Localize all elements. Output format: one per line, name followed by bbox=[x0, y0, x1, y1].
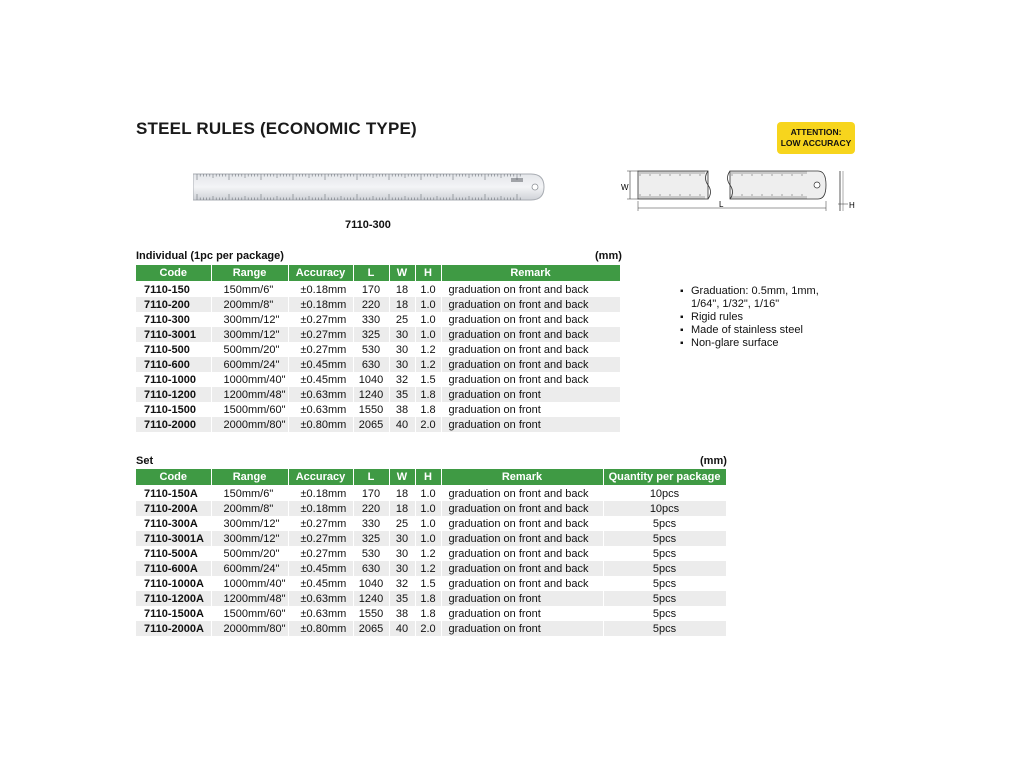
remark-cell: graduation on front and back bbox=[441, 576, 603, 591]
table-cell: 325 bbox=[353, 327, 389, 342]
table-row bbox=[136, 282, 620, 298]
page-title: STEEL RULES (ECONOMIC TYPE) bbox=[136, 119, 417, 138]
bullet-icon: ▪ bbox=[680, 312, 684, 323]
drawing-label-w: W bbox=[621, 183, 629, 192]
table-cell: 170 bbox=[353, 282, 389, 298]
table-cell: 18 bbox=[389, 297, 415, 312]
remark-cell: graduation on front bbox=[441, 621, 603, 636]
accuracy-cell: ±0.45mm bbox=[288, 357, 353, 372]
accuracy-cell: ±0.45mm bbox=[288, 372, 353, 387]
table-cell: 1.8 bbox=[415, 402, 441, 417]
range-cell: 500mm/20" bbox=[211, 342, 288, 357]
table-cell: 32 bbox=[389, 576, 415, 591]
quantity-cell: 5pcs bbox=[603, 516, 726, 531]
individual-table-header bbox=[136, 265, 620, 282]
range-cell: 300mm/12" bbox=[211, 531, 288, 546]
table-cell: 18 bbox=[389, 486, 415, 502]
feature-item bbox=[680, 298, 819, 311]
range-cell: 600mm/24" bbox=[211, 561, 288, 576]
remark-cell: graduation on front bbox=[441, 387, 620, 402]
accuracy-cell: ±0.18mm bbox=[288, 297, 353, 312]
table-cell: 1.0 bbox=[415, 486, 441, 502]
table-cell: 25 bbox=[389, 516, 415, 531]
table-cell: 1240 bbox=[353, 387, 389, 402]
table-cell: 1.0 bbox=[415, 282, 441, 298]
attention-badge bbox=[777, 122, 855, 154]
table-row bbox=[136, 501, 726, 516]
column-header: H bbox=[415, 469, 441, 486]
set-unit: (mm) bbox=[700, 455, 727, 467]
remark-cell: graduation on front and back bbox=[441, 342, 620, 357]
column-header: H bbox=[415, 265, 441, 282]
table-row bbox=[136, 372, 620, 387]
table-cell: 330 bbox=[353, 516, 389, 531]
table-cell: 1550 bbox=[353, 606, 389, 621]
remark-cell: graduation on front bbox=[441, 591, 603, 606]
range-cell: 300mm/12" bbox=[211, 327, 288, 342]
remark-cell: graduation on front and back bbox=[441, 372, 620, 387]
table-cell: 1.2 bbox=[415, 546, 441, 561]
table-cell: 1.2 bbox=[415, 357, 441, 372]
table-cell: 40 bbox=[389, 417, 415, 432]
table-row bbox=[136, 561, 726, 576]
feature-text: Rigid rules bbox=[691, 311, 743, 323]
attention-line-1: ATTENTION: bbox=[790, 127, 842, 137]
column-header: Quantity per package bbox=[603, 469, 726, 486]
table-row bbox=[136, 591, 726, 606]
range-cell: 600mm/24" bbox=[211, 357, 288, 372]
remark-cell: graduation on front and back bbox=[441, 486, 603, 502]
table-cell: 38 bbox=[389, 606, 415, 621]
drawing-label-h: H bbox=[849, 201, 855, 210]
quantity-cell: 5pcs bbox=[603, 621, 726, 636]
code-cell: 7110-1500 bbox=[136, 402, 211, 417]
range-cell: 1000mm/40" bbox=[211, 576, 288, 591]
feature-item bbox=[680, 324, 819, 337]
table-cell: 1.5 bbox=[415, 372, 441, 387]
table-cell: 2.0 bbox=[415, 417, 441, 432]
table-cell: 1240 bbox=[353, 591, 389, 606]
table-cell: 1.0 bbox=[415, 516, 441, 531]
table-cell: 220 bbox=[353, 297, 389, 312]
ruler-photo bbox=[193, 172, 545, 202]
table-cell: 1.0 bbox=[415, 312, 441, 327]
table-cell: 1040 bbox=[353, 576, 389, 591]
table-cell: 1.5 bbox=[415, 576, 441, 591]
accuracy-cell: ±0.18mm bbox=[288, 282, 353, 298]
table-row bbox=[136, 417, 620, 432]
remark-cell: graduation on front and back bbox=[441, 357, 620, 372]
table-row bbox=[136, 387, 620, 402]
bullet-icon: ▪ bbox=[680, 338, 684, 349]
set-heading: Set bbox=[136, 455, 154, 467]
remark-cell: graduation on front bbox=[441, 606, 603, 621]
quantity-cell: 5pcs bbox=[603, 576, 726, 591]
accuracy-cell: ±0.80mm bbox=[288, 621, 353, 636]
accuracy-cell: ±0.27mm bbox=[288, 546, 353, 561]
code-cell: 7110-500A bbox=[136, 546, 211, 561]
table-cell: 30 bbox=[389, 546, 415, 561]
table-cell: 30 bbox=[389, 531, 415, 546]
table-row bbox=[136, 297, 620, 312]
table-row bbox=[136, 606, 726, 621]
table-cell: 2.0 bbox=[415, 621, 441, 636]
remark-cell: graduation on front and back bbox=[441, 297, 620, 312]
column-header: L bbox=[353, 469, 389, 486]
code-cell: 7110-1200A bbox=[136, 591, 211, 606]
range-cell: 2000mm/80" bbox=[211, 417, 288, 432]
table-cell: 30 bbox=[389, 561, 415, 576]
table-cell: 1550 bbox=[353, 402, 389, 417]
quantity-cell: 10pcs bbox=[603, 486, 726, 502]
bullet-icon: ▪ bbox=[680, 325, 684, 336]
code-cell: 7110-300 bbox=[136, 312, 211, 327]
code-cell: 7110-1200 bbox=[136, 387, 211, 402]
table-row bbox=[136, 357, 620, 372]
column-header: Code bbox=[136, 469, 211, 486]
table-cell: 18 bbox=[389, 501, 415, 516]
code-cell: 7110-3001A bbox=[136, 531, 211, 546]
range-cell: 1500mm/60" bbox=[211, 606, 288, 621]
feature-item bbox=[680, 285, 819, 298]
range-cell: 150mm/6" bbox=[211, 282, 288, 298]
range-cell: 500mm/20" bbox=[211, 546, 288, 561]
range-cell: 200mm/8" bbox=[211, 501, 288, 516]
remark-cell: graduation on front and back bbox=[441, 531, 603, 546]
code-cell: 7110-200 bbox=[136, 297, 211, 312]
table-cell: 1.8 bbox=[415, 387, 441, 402]
accuracy-cell: ±0.45mm bbox=[288, 561, 353, 576]
table-cell: 530 bbox=[353, 342, 389, 357]
table-cell: 1.0 bbox=[415, 297, 441, 312]
quantity-cell: 5pcs bbox=[603, 591, 726, 606]
quantity-cell: 5pcs bbox=[603, 561, 726, 576]
table-row bbox=[136, 327, 620, 342]
table-cell: 1.8 bbox=[415, 591, 441, 606]
code-cell: 7110-300A bbox=[136, 516, 211, 531]
table-cell: 220 bbox=[353, 501, 389, 516]
table-cell: 38 bbox=[389, 402, 415, 417]
table-cell: 30 bbox=[389, 327, 415, 342]
range-cell: 300mm/12" bbox=[211, 312, 288, 327]
code-cell: 7110-150 bbox=[136, 282, 211, 298]
quantity-cell: 5pcs bbox=[603, 531, 726, 546]
table-cell: 1.2 bbox=[415, 342, 441, 357]
table-row bbox=[136, 342, 620, 357]
individual-table bbox=[136, 265, 621, 432]
column-header: W bbox=[389, 265, 415, 282]
code-cell: 7110-2000A bbox=[136, 621, 211, 636]
table-cell: 1040 bbox=[353, 372, 389, 387]
quantity-cell: 10pcs bbox=[603, 501, 726, 516]
table-row bbox=[136, 402, 620, 417]
table-cell: 2065 bbox=[353, 417, 389, 432]
feature-text: Made of stainless steel bbox=[691, 324, 803, 336]
feature-item bbox=[680, 337, 819, 350]
accuracy-cell: ±0.27mm bbox=[288, 531, 353, 546]
code-cell: 7110-2000 bbox=[136, 417, 211, 432]
code-cell: 7110-1000 bbox=[136, 372, 211, 387]
table-cell: 170 bbox=[353, 486, 389, 502]
remark-cell: graduation on front bbox=[441, 417, 620, 432]
table-cell: 325 bbox=[353, 531, 389, 546]
remark-cell: graduation on front and back bbox=[441, 546, 603, 561]
range-cell: 300mm/12" bbox=[211, 516, 288, 531]
code-cell: 7110-600A bbox=[136, 561, 211, 576]
table-row bbox=[136, 621, 726, 636]
accuracy-cell: ±0.18mm bbox=[288, 486, 353, 502]
column-header: Accuracy bbox=[288, 469, 353, 486]
remark-cell: graduation on front and back bbox=[441, 327, 620, 342]
code-cell: 7110-500 bbox=[136, 342, 211, 357]
column-header: Range bbox=[211, 265, 288, 282]
table-cell: 2065 bbox=[353, 621, 389, 636]
table-row bbox=[136, 576, 726, 591]
code-cell: 7110-600 bbox=[136, 357, 211, 372]
table-row bbox=[136, 531, 726, 546]
table-cell: 35 bbox=[389, 387, 415, 402]
accuracy-cell: ±0.27mm bbox=[288, 342, 353, 357]
column-header: Remark bbox=[441, 469, 603, 486]
accuracy-cell: ±0.27mm bbox=[288, 327, 353, 342]
range-cell: 1200mm/48" bbox=[211, 387, 288, 402]
table-cell: 30 bbox=[389, 357, 415, 372]
accuracy-cell: ±0.27mm bbox=[288, 516, 353, 531]
individual-heading: Individual (1pc per package) bbox=[136, 250, 284, 262]
table-cell: 25 bbox=[389, 312, 415, 327]
range-cell: 150mm/6" bbox=[211, 486, 288, 502]
quantity-cell: 5pcs bbox=[603, 606, 726, 621]
accuracy-cell: ±0.63mm bbox=[288, 402, 353, 417]
remark-cell: graduation on front and back bbox=[441, 282, 620, 298]
range-cell: 1200mm/48" bbox=[211, 591, 288, 606]
set-table-header bbox=[136, 469, 726, 486]
table-cell: 1.0 bbox=[415, 501, 441, 516]
table-row bbox=[136, 486, 726, 502]
accuracy-cell: ±0.27mm bbox=[288, 312, 353, 327]
drawing-label-l: L bbox=[719, 200, 724, 209]
attention-line-2: LOW ACCURACY bbox=[780, 138, 852, 148]
code-cell: 7110-200A bbox=[136, 501, 211, 516]
table-cell: 530 bbox=[353, 546, 389, 561]
feature-text: 1/64", 1/32", 1/16" bbox=[691, 298, 780, 310]
table-cell: 35 bbox=[389, 591, 415, 606]
accuracy-cell: ±0.63mm bbox=[288, 387, 353, 402]
column-header: Range bbox=[211, 469, 288, 486]
table-cell: 630 bbox=[353, 561, 389, 576]
table-cell: 32 bbox=[389, 372, 415, 387]
feature-list bbox=[680, 285, 819, 350]
table-row bbox=[136, 516, 726, 531]
range-cell: 1500mm/60" bbox=[211, 402, 288, 417]
range-cell: 1000mm/40" bbox=[211, 372, 288, 387]
table-row bbox=[136, 312, 620, 327]
table-cell: 1.0 bbox=[415, 531, 441, 546]
feature-item bbox=[680, 311, 819, 324]
column-header: Accuracy bbox=[288, 265, 353, 282]
column-header: Code bbox=[136, 265, 211, 282]
column-header: L bbox=[353, 265, 389, 282]
table-cell: 18 bbox=[389, 282, 415, 298]
accuracy-cell: ±0.18mm bbox=[288, 501, 353, 516]
table-cell: 1.0 bbox=[415, 327, 441, 342]
code-cell: 7110-1000A bbox=[136, 576, 211, 591]
code-cell: 7110-150A bbox=[136, 486, 211, 502]
ruler-dimension-drawing bbox=[618, 163, 858, 218]
table-row bbox=[136, 546, 726, 561]
table-cell: 330 bbox=[353, 312, 389, 327]
code-cell: 7110-3001 bbox=[136, 327, 211, 342]
accuracy-cell: ±0.45mm bbox=[288, 576, 353, 591]
accuracy-cell: ±0.80mm bbox=[288, 417, 353, 432]
photo-caption: 7110-300 bbox=[345, 219, 391, 231]
remark-cell: graduation on front and back bbox=[441, 501, 603, 516]
table-cell: 30 bbox=[389, 342, 415, 357]
table-cell: 630 bbox=[353, 357, 389, 372]
table-cell: 1.2 bbox=[415, 561, 441, 576]
remark-cell: graduation on front and back bbox=[441, 516, 603, 531]
quantity-cell: 5pcs bbox=[603, 546, 726, 561]
accuracy-cell: ±0.63mm bbox=[288, 606, 353, 621]
code-cell: 7110-1500A bbox=[136, 606, 211, 621]
feature-text: Non-glare surface bbox=[691, 337, 779, 349]
range-cell: 200mm/8" bbox=[211, 297, 288, 312]
remark-cell: graduation on front and back bbox=[441, 561, 603, 576]
feature-text: Graduation: 0.5mm, 1mm, bbox=[691, 285, 819, 297]
column-header: W bbox=[389, 469, 415, 486]
remark-cell: graduation on front bbox=[441, 402, 620, 417]
column-header: Remark bbox=[441, 265, 620, 282]
table-cell: 40 bbox=[389, 621, 415, 636]
set-table bbox=[136, 469, 727, 636]
table-cell: 1.8 bbox=[415, 606, 441, 621]
individual-unit: (mm) bbox=[595, 250, 622, 262]
bullet-icon: ▪ bbox=[680, 286, 684, 297]
range-cell: 2000mm/80" bbox=[211, 621, 288, 636]
accuracy-cell: ±0.63mm bbox=[288, 591, 353, 606]
remark-cell: graduation on front and back bbox=[441, 312, 620, 327]
